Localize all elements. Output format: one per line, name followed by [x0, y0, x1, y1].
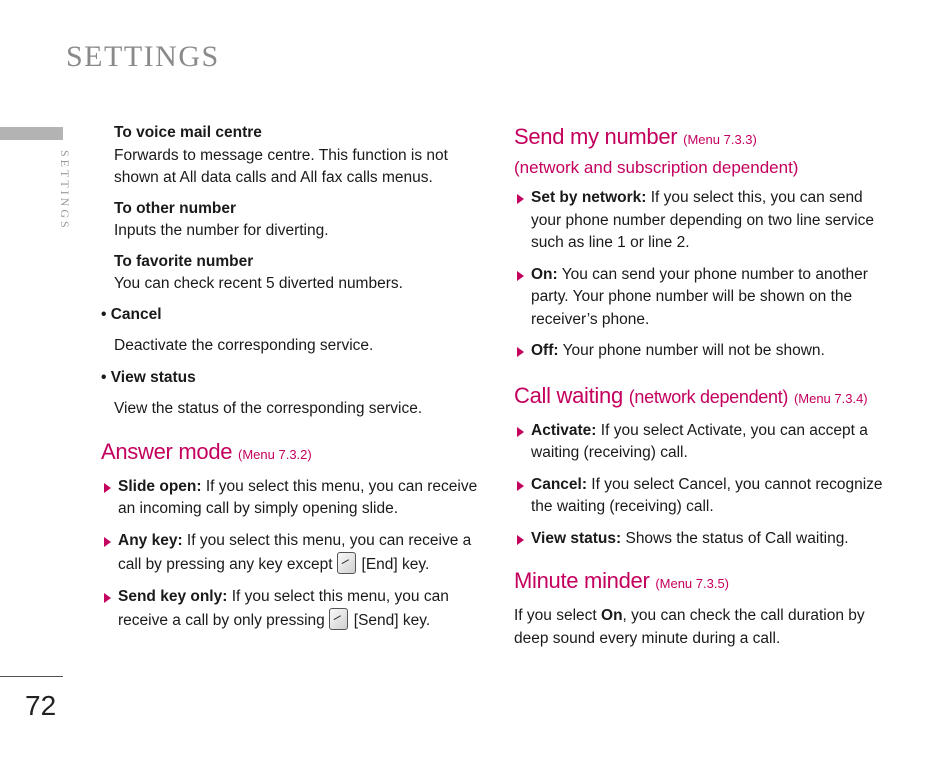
minute-minder-text-after: , you can check the call duration by deep sound every minute during a call.: [514, 607, 865, 647]
send-number-heading: [514, 122, 894, 155]
minute-minder-text-before: If you select: [514, 607, 602, 624]
footer-rule: [0, 676, 63, 677]
item-label: View status:: [531, 529, 622, 547]
arrow-right-icon: [517, 271, 524, 281]
arrow-right-icon: [517, 194, 524, 204]
voice-mail-title: To voice mail centre: [114, 124, 262, 141]
cancel-desc: Deactivate the corresponding service.: [114, 337, 374, 354]
item-text: If you select this menu, you can receive a call by only pressing: [118, 587, 449, 629]
send-item-on: [514, 264, 894, 332]
left-column: [101, 122, 481, 642]
send-item-set-by-network: [514, 187, 894, 255]
item-text-after: [Send] key.: [353, 612, 431, 629]
answer-item-any-key: [101, 530, 481, 577]
voice-mail-desc: Forwards to message centre. This function is not shown at All data calls and All fax calls menus.: [114, 146, 448, 186]
minute-minder-menu: (Menu 7.3.5): [655, 576, 730, 591]
voice-mail-section: [101, 122, 481, 190]
answer-item-slide-open: [101, 476, 481, 521]
answer-item-send-key-only: [101, 586, 481, 633]
item-text: If you select Cancel, you cannot recognize the waiting (receiving) call.: [531, 475, 883, 515]
end-key-icon: [337, 552, 356, 574]
arrow-right-icon: [104, 537, 111, 547]
call-waiting-menu: (Menu 7.3.4): [793, 390, 868, 406]
other-number-desc: Inputs the number for diverting.: [114, 222, 329, 239]
page-number: 72: [25, 690, 57, 721]
waiting-item-activate: [514, 420, 894, 465]
minute-minder-heading: [514, 566, 894, 599]
arrow-right-icon: [517, 427, 524, 437]
send-number-title: Send my number: [514, 124, 678, 149]
item-text-after: [End] key.: [361, 556, 430, 573]
arrow-right-icon: [517, 535, 524, 545]
arrow-right-icon: [517, 481, 524, 491]
view-status-desc: View the status of the corresponding service.: [114, 400, 423, 417]
call-waiting-dependent: (network dependent): [628, 386, 789, 407]
send-item-off: [514, 340, 894, 363]
send-key-icon: [329, 608, 348, 630]
call-waiting-heading: [514, 381, 894, 414]
arrow-right-icon: [104, 483, 111, 493]
item-text: If you select this menu, you can receive an incoming call by simply opening slide.: [118, 477, 478, 517]
item-text: Shows the status of Call waiting.: [621, 529, 849, 547]
answer-mode-heading: [101, 437, 481, 470]
item-text: You can send your phone number to another party. Your phone number will be shown on the receiver’s phone.: [531, 265, 868, 328]
minute-minder-title: Minute minder: [514, 568, 650, 593]
answer-mode-title: Answer mode: [101, 438, 233, 464]
call-waiting-title: Call waiting: [514, 382, 623, 408]
cancel-title: • Cancel: [101, 305, 162, 323]
item-text: If you select Activate, you can accept a waiting (receiving) call.: [531, 421, 868, 461]
other-number-title: To other number: [114, 199, 236, 217]
item-label: Any key:: [118, 531, 183, 549]
waiting-item-view-status: [514, 528, 894, 551]
item-label: Activate:: [531, 421, 597, 439]
item-label: On:: [531, 265, 558, 283]
item-text: Your phone number will not be shown.: [558, 342, 825, 359]
favorite-number-desc: You can check recent 5 diverted numbers.: [114, 275, 403, 292]
item-label: Slide open:: [118, 477, 202, 495]
item-label: Off:: [531, 342, 559, 359]
item-label: Set by network:: [531, 189, 647, 206]
item-label: Send key only:: [118, 587, 228, 605]
favorite-number-section: [101, 251, 481, 296]
other-number-section: [101, 198, 481, 243]
side-tab-label: SETTINGS: [58, 150, 72, 231]
send-number-menu: (Menu 7.3.3): [683, 132, 757, 147]
favorite-number-title: To favorite number: [114, 252, 254, 270]
side-tab-bar: [0, 127, 63, 140]
arrow-right-icon: [104, 593, 111, 603]
item-text: If you select this, you can send your phone number depending on two line service such as line 1 or line 2.: [531, 189, 874, 251]
item-label: Cancel:: [531, 475, 587, 493]
view-status-title: • View status: [101, 368, 196, 386]
minute-minder-desc: [514, 605, 894, 650]
page-header-title: SETTINGS: [66, 40, 220, 73]
right-column: [514, 122, 894, 650]
minute-minder-bold: On: [601, 607, 623, 624]
answer-mode-menu: (Menu 7.3.2): [238, 446, 312, 462]
arrow-right-icon: [517, 347, 524, 357]
item-text: If you select this menu, you can receive a call by pressing any key except: [118, 531, 472, 573]
send-number-subheading: (network and subscription dependent): [514, 158, 799, 177]
waiting-item-cancel: [514, 474, 894, 519]
